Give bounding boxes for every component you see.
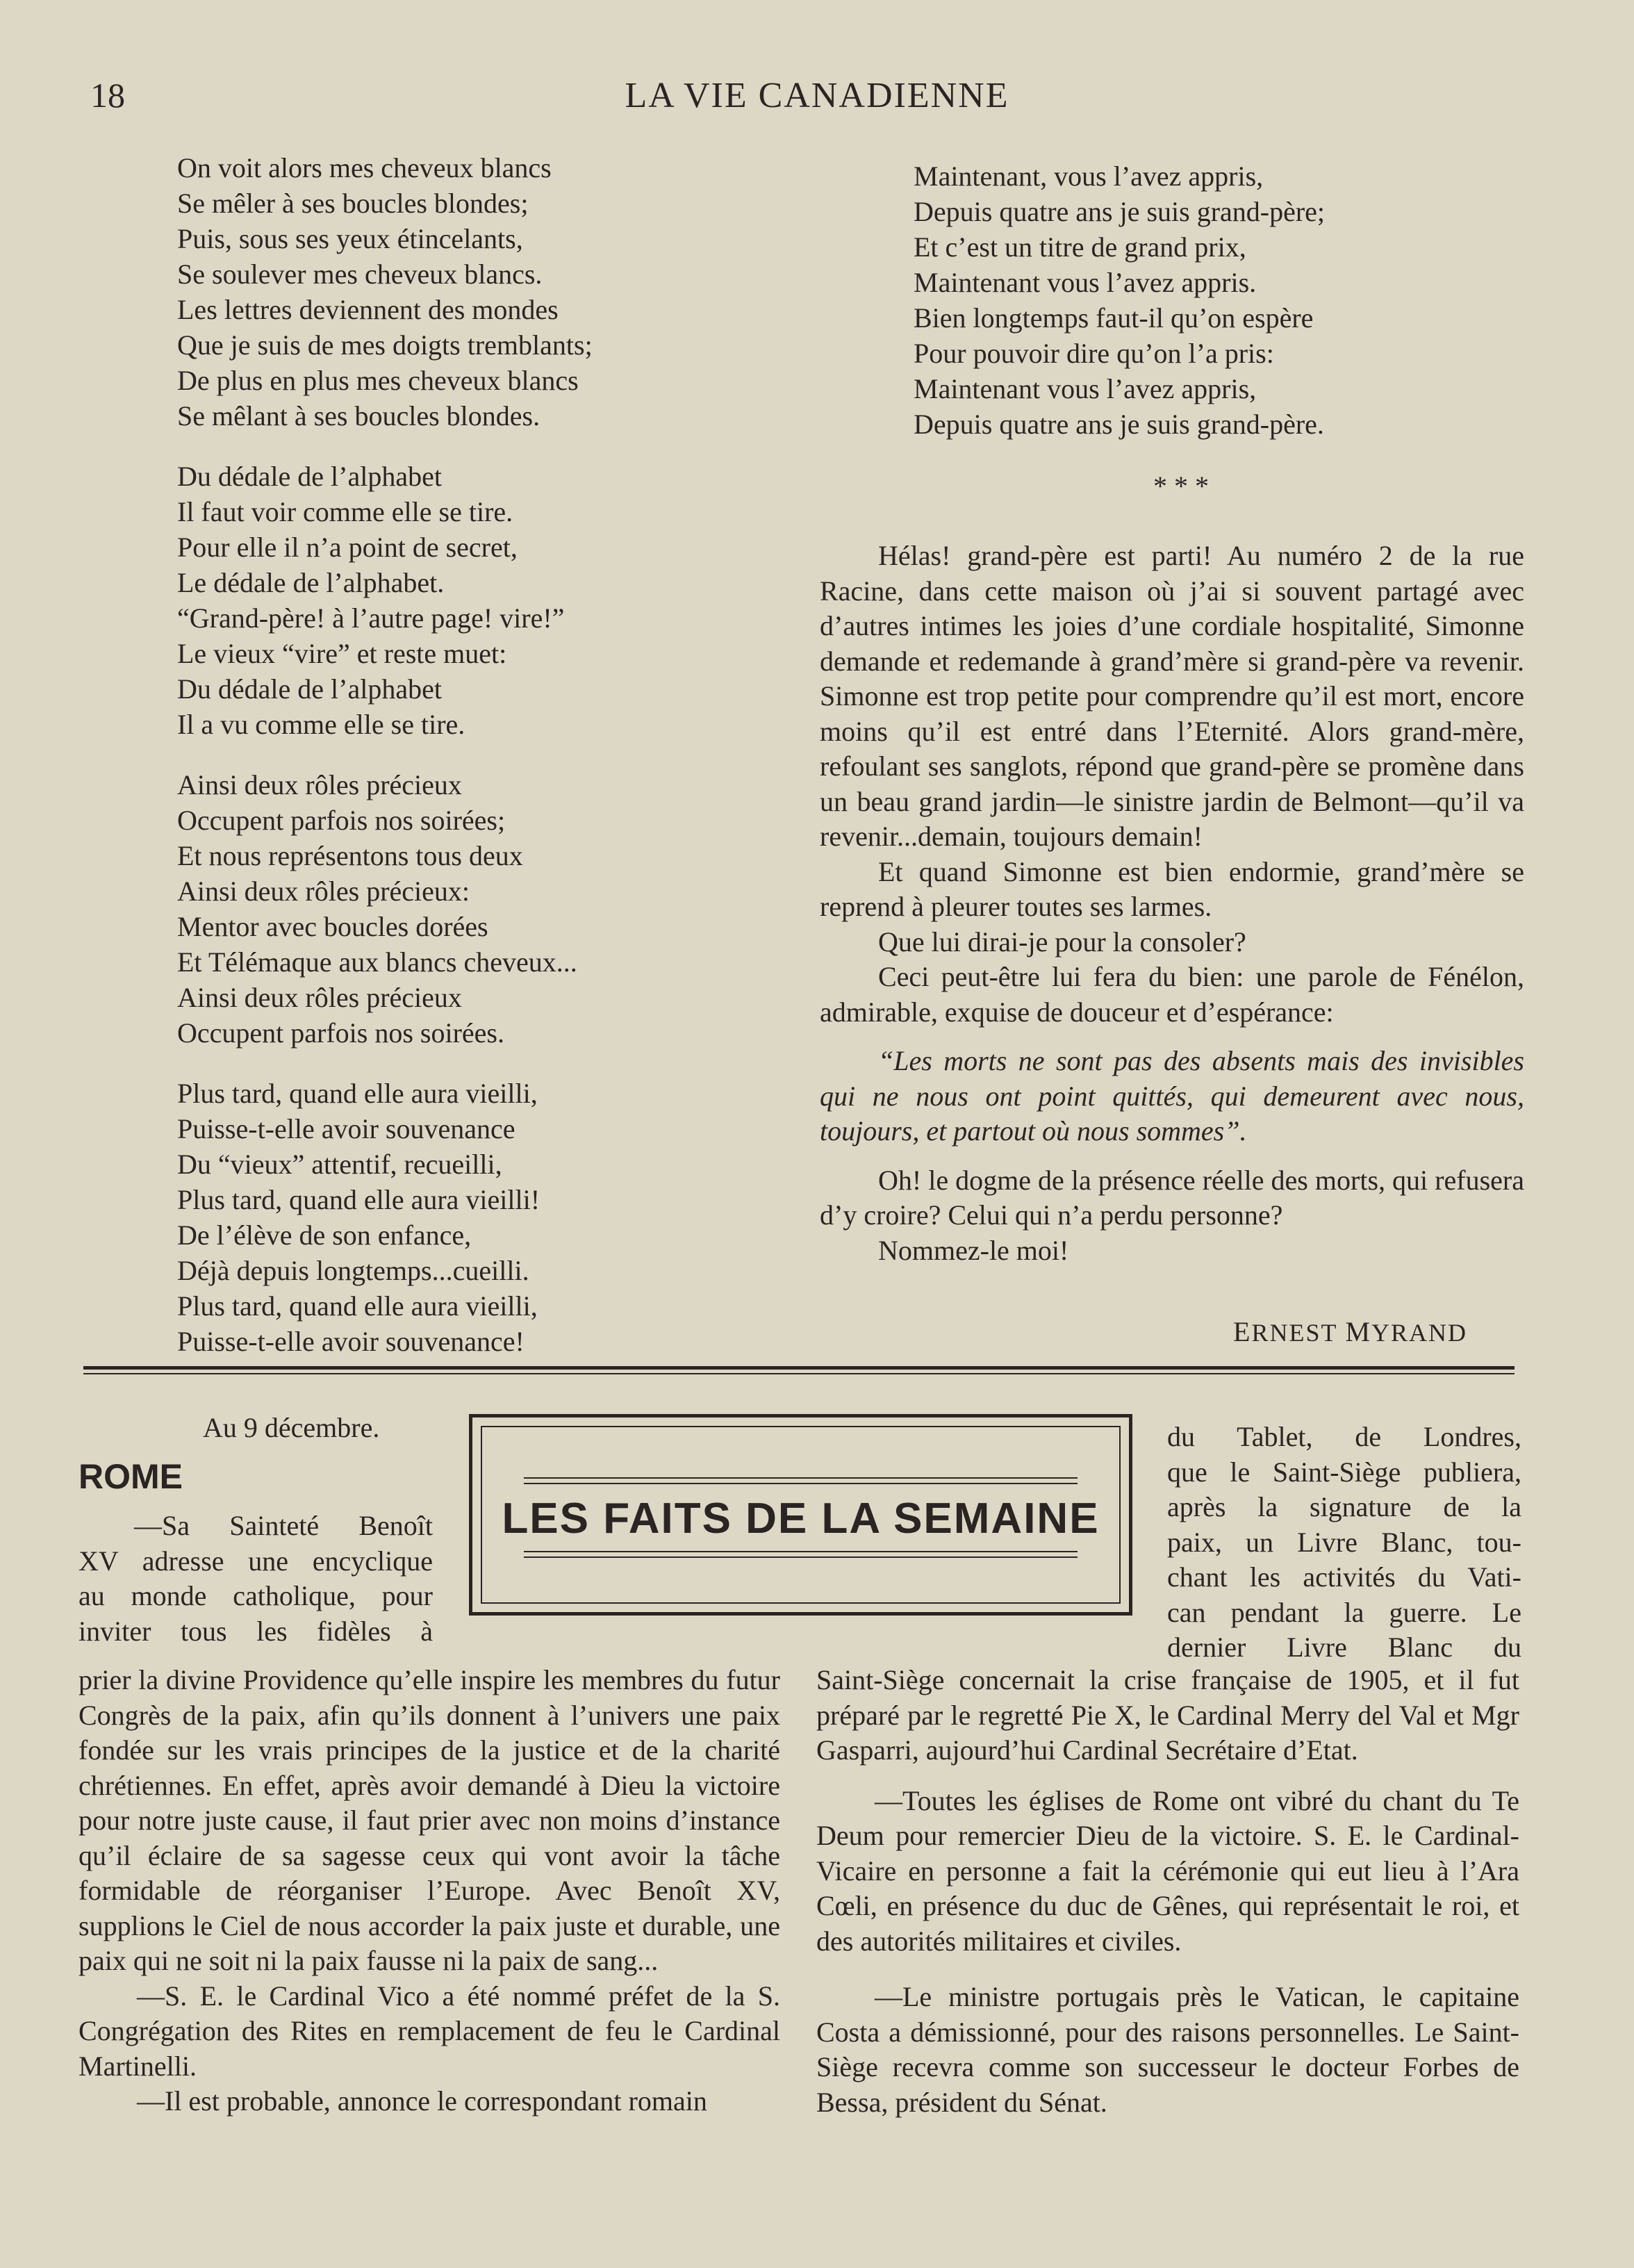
news-line: XV adresse une encyclique: [79, 1545, 433, 1577]
news-paragraph: —Il est probable, annonce le correspondant romain: [137, 2085, 707, 2117]
poem-line: Maintenant vous l’avez appris.: [914, 267, 1257, 298]
news-heading-rome: ROME: [79, 1457, 183, 1496]
fenelon-quote: “Les morts ne sont pas des absents mais des invisibles qui ne nous ont point quittés, qui demeurent avec nous, toujours, et partout où nous sommes”.: [820, 1045, 1524, 1147]
poem-line: Pour elle il n’a point de secret,: [177, 532, 518, 563]
poem-line: Et nous représentons tous deux: [177, 840, 523, 871]
poem-line: Du dédale de l’alphabet: [177, 673, 442, 705]
poem-stanza: [914, 158, 1539, 442]
poem-line: Plus tard, quand elle aura vieilli!: [177, 1184, 540, 1215]
poem-line: Maintenant vous l’avez appris,: [914, 373, 1257, 404]
news-paragraph: —S. E. le Cardinal Vico a été nommé préfet de la S. Congrégation des Rites en remplacement de feu le Cardinal Martinelli.: [79, 1980, 780, 2082]
news-left-column: [79, 1663, 780, 2119]
poem-line: Occupent parfois nos soirées;: [177, 805, 506, 836]
page-number: 18: [90, 76, 125, 115]
poem-line: Occupent parfois nos soirées.: [177, 1017, 504, 1049]
poem-line: Du “vieux” attentif, recueilli,: [177, 1149, 502, 1180]
essay-paragraph: Hélas! grand-père est parti! Au numéro 2 de la rue Racine, dans cette maison où j’ai si souvent partagé avec d’autres intimes les joies d’une cordiale hospitalité, Simonne demande et redemande à grand’mère si grand-père va revenir. Simonne est trop petite pour comprendre qu’il est mort, encore moins qu’il est entré dans l’Eternité. Alors grand-mère, refoulant ses sanglots, répond que grand-père se promène dans un beau grand jardin—le sinistre jardin de Belmont—qu’il va revenir...demain, toujours demain!: [820, 540, 1524, 852]
poem-stanza: [177, 767, 775, 1051]
poem-line: De l’élève de son enfance,: [177, 1219, 472, 1251]
poem-line: Plus tard, quand elle aura vieilli,: [177, 1290, 538, 1322]
news-line: dernier Livre Blanc du: [1167, 1632, 1521, 1663]
news-paragraph: Saint-Siège concernait la crise française de 1905, et il fut préparé par le regretté Pie X, le Cardinal Merry del Val et Mgr Gasparri, aujourd’hui Cardinal Secrétaire d’Etat.: [816, 1664, 1519, 1766]
poem-line: Se mêler à ses boucles blondes;: [177, 188, 529, 219]
poem-left-column: [177, 150, 775, 1384]
essay-paragraph: Ceci peut-être lui fera du bien: une parole de Fénélon, admirable, exquise de douceur et d’espérance:: [820, 961, 1524, 1028]
author-signature: ERNEST MYRAND: [1233, 1316, 1468, 1347]
poem-line: Depuis quatre ans je suis grand-père.: [914, 409, 1324, 440]
page-title: LA VIE CANADIENNE: [625, 76, 1009, 115]
poem-line: Ainsi deux rôles précieux:: [177, 876, 470, 907]
section-title: LES FAITS DE LA SEMAINE: [502, 1495, 1100, 1543]
poem-line: Déjà depuis longtemps...cueilli.: [177, 1255, 529, 1286]
news-date: Au 9 décembre.: [203, 1412, 380, 1443]
poem-line: Puis, sous ses yeux étincelants,: [177, 223, 523, 254]
news-left-narrow: [79, 1509, 433, 1649]
news-paragraph: —Toutes les églises de Rome ont vibré du chant du Te Deum pour remercier Dieu de la victoire. S. E. le Cardinal-Vicaire en personne a fait la cérémonie qui eut lieu à l’Ara Cœli, en présence du duc de Gênes, qui représentait le roi, et des autorités militaires et civiles.: [816, 1784, 1519, 1957]
poem-line: Se soulever mes cheveux blancs.: [177, 258, 543, 290]
news-line: du Tablet, de Londres,: [1167, 1421, 1521, 1452]
news-line: inviter tous les fidèles à: [79, 1615, 433, 1647]
essay-paragraph: Que lui dirai-je pour la consoler?: [878, 926, 1246, 958]
poem-line: Que je suis de mes doigts tremblants;: [177, 329, 593, 361]
poem-line: Et c’est un titre de grand prix,: [914, 231, 1246, 263]
poem-line: Ainsi deux rôles précieux: [177, 769, 462, 800]
section-divider: [83, 1366, 1515, 1370]
poem-stanza: [177, 150, 775, 434]
essay-paragraph: Nommez-le moi!: [878, 1234, 1069, 1266]
poem-line: Le vieux “vire” et reste muet:: [177, 638, 507, 669]
news-line: après la signature de la: [1167, 1491, 1521, 1522]
news-line: —Sa Sainteté Benoît: [134, 1510, 433, 1541]
section-divider-thin: [83, 1373, 1515, 1374]
section-title-box: [469, 1414, 1132, 1616]
news-line: can pendant la guerre. Le: [1167, 1596, 1521, 1628]
poem-line: Il a vu comme elle se tire.: [177, 709, 465, 740]
poem-line: Du dédale de l’alphabet: [177, 461, 442, 492]
news-paragraph: prier la divine Providence qu’elle inspire les membres du futur Congrès de la paix, afin qu’ils donnent à l’univers une paix fondée sur les vrais principes de la justice et de la charité chrétiennes. En effet, après avoir demandé à Dieu la victoire pour notre juste cause, il faut prier avec non moins d’instance qu’il éclaire de sa sagesse ceux qui vont avoir la tâche formidable de réorganiser l’Europe. Avec Benoît XV, supplions le Ciel de nous accorder la paix juste et durable, une paix qui ne soit ni la paix fausse ni la paix de sang...: [79, 1664, 780, 1976]
poem-line: Bien longtemps faut-il qu’on espère: [914, 302, 1314, 334]
poem-line: Pour pouvoir dire qu’on l’a pris:: [914, 338, 1274, 369]
news-line: au monde catholique, pour: [79, 1580, 433, 1611]
news-line: chant les activités du Vati-: [1167, 1561, 1521, 1593]
news-line: que le Saint-Siège publiera,: [1167, 1456, 1521, 1488]
poem-stanza: [177, 1076, 775, 1359]
poem-line: Depuis quatre ans je suis grand-père;: [914, 196, 1326, 227]
news-right-column: [816, 1663, 1519, 2120]
essay-paragraph: Et quand Simonne est bien endormie, grand’mère se reprend à pleurer toutes ses larmes.: [820, 855, 1524, 922]
poem-stanza: [177, 459, 775, 742]
poem-line: Plus tard, quand elle aura vieilli,: [177, 1078, 538, 1109]
poem-line: De plus en plus mes cheveux blancs: [177, 365, 579, 396]
news-right-narrow: [1167, 1420, 1521, 1666]
news-line: paix, un Livre Blanc, tou-: [1167, 1526, 1521, 1558]
poem-line: Le dédale de l’alphabet.: [177, 567, 445, 598]
poem-line: Puisse-t-elle avoir souvenance: [177, 1113, 515, 1144]
poem-line: On voit alors mes cheveux blancs: [177, 152, 552, 183]
poem-line: Se mêlant à ses boucles blondes.: [177, 400, 540, 432]
essay-text: [820, 539, 1524, 1268]
poem-line: Puisse-t-elle avoir souvenance!: [177, 1326, 525, 1357]
poem-line: Et Télémaque aux blancs cheveux...: [177, 946, 577, 978]
essay-paragraph: Oh! le dogme de la présence réelle des morts, qui refusera d’y croire? Celui qui n’a perdu personne?: [820, 1164, 1524, 1231]
news-paragraph: —Le ministre portugais près le Vatican, le capitaine Costa a démissionné, pour des raisons personnelles. Le Saint-Siège recevra comme son successeur le docteur Forbes de Bessa, président du Sénat.: [816, 1981, 1519, 2118]
poem-line: “Grand-père! à l’autre page! vire!”: [177, 602, 565, 634]
poem-line: Maintenant, vous l’avez appris,: [914, 161, 1264, 192]
poem-line: Mentor avec boucles dorées: [177, 911, 488, 942]
section-stars: * * *: [1153, 470, 1209, 502]
poem-line: Les lettres deviennent des mondes: [177, 294, 559, 325]
poem-line: Il faut voir comme elle se tire.: [177, 496, 513, 527]
poem-line: Ainsi deux rôles précieux: [177, 982, 462, 1013]
poem-right-column: [914, 158, 1539, 467]
